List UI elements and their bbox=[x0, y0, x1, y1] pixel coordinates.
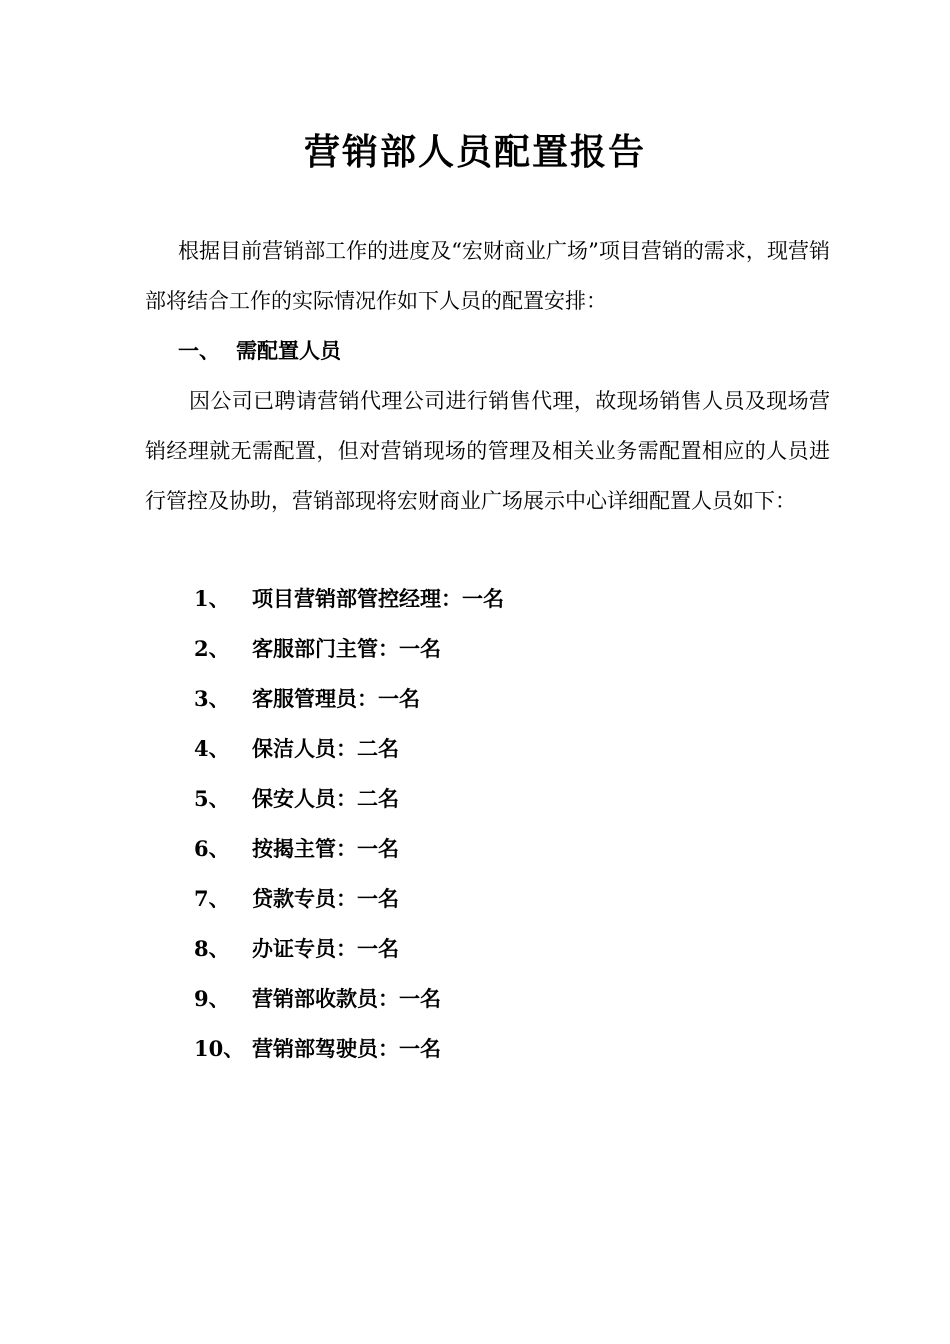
section-title: 需配置人员 bbox=[236, 338, 341, 363]
list-item-count: 一名 bbox=[462, 586, 504, 611]
list-item-index: 10、 bbox=[194, 1036, 245, 1061]
list-item-role: 办证专员： bbox=[252, 936, 357, 961]
body-paragraph: 因公司已聘请营销代理公司进行销售代理，故现场销售人员及现场营销经理就无需配置，但对营销现场的管理及相关业务需配置相应的人员进行管控及协助，营销部现将宏财商业广场展示中心详细配置人员如下： bbox=[145, 389, 830, 513]
list-item bbox=[194, 934, 504, 984]
list-item-index: 8、 bbox=[194, 936, 230, 961]
staff-list bbox=[194, 584, 504, 1084]
list-item-role: 营销部收款员： bbox=[252, 986, 399, 1011]
list-item-count: 一名 bbox=[378, 686, 420, 711]
list-item-index: 3、 bbox=[194, 686, 230, 711]
list-item-index: 7、 bbox=[194, 886, 230, 911]
list-item-count: 一名 bbox=[357, 886, 399, 911]
list-item bbox=[194, 884, 504, 934]
list-item-role: 保安人员： bbox=[252, 786, 357, 811]
list-item bbox=[194, 784, 504, 834]
list-item-index: 4、 bbox=[194, 736, 230, 761]
list-item-index: 6、 bbox=[194, 836, 230, 861]
section-heading bbox=[178, 336, 341, 366]
list-item bbox=[194, 834, 504, 884]
intro-paragraph: 根据目前营销部工作的进度及“宏财商业广场”项目营销的需求，现营销部将结合工作的实际情况作如下人员的配置安排： bbox=[145, 239, 830, 313]
list-item-role: 客服部门主管： bbox=[252, 636, 399, 661]
list-item-index: 2、 bbox=[194, 636, 230, 661]
document-title: 营销部人员配置报告 bbox=[303, 131, 646, 173]
list-item-role: 项目营销部管控经理： bbox=[252, 586, 462, 611]
list-item bbox=[194, 1034, 504, 1084]
list-item-count: 一名 bbox=[357, 836, 399, 861]
list-item-role: 按揭主管： bbox=[252, 836, 357, 861]
list-item-count: 一名 bbox=[399, 636, 441, 661]
list-item-count: 二名 bbox=[357, 736, 399, 761]
list-item-index: 1、 bbox=[194, 586, 230, 611]
list-item bbox=[194, 684, 504, 734]
list-item bbox=[194, 634, 504, 684]
list-item-count: 一名 bbox=[357, 936, 399, 961]
list-item-index: 5、 bbox=[194, 786, 230, 811]
list-item-index: 9、 bbox=[194, 986, 230, 1011]
list-item-count: 一名 bbox=[399, 986, 441, 1011]
list-item-role: 营销部驾驶员： bbox=[252, 1036, 399, 1061]
list-item-role: 客服管理员： bbox=[252, 686, 378, 711]
list-item-count: 一名 bbox=[399, 1036, 441, 1061]
list-item-count: 二名 bbox=[357, 786, 399, 811]
list-item bbox=[194, 984, 504, 1034]
list-item bbox=[194, 734, 504, 784]
list-item bbox=[194, 584, 504, 634]
list-item-role: 贷款专员： bbox=[252, 886, 357, 911]
section-number: 一、 bbox=[178, 338, 220, 363]
list-item-role: 保洁人员： bbox=[252, 736, 357, 761]
